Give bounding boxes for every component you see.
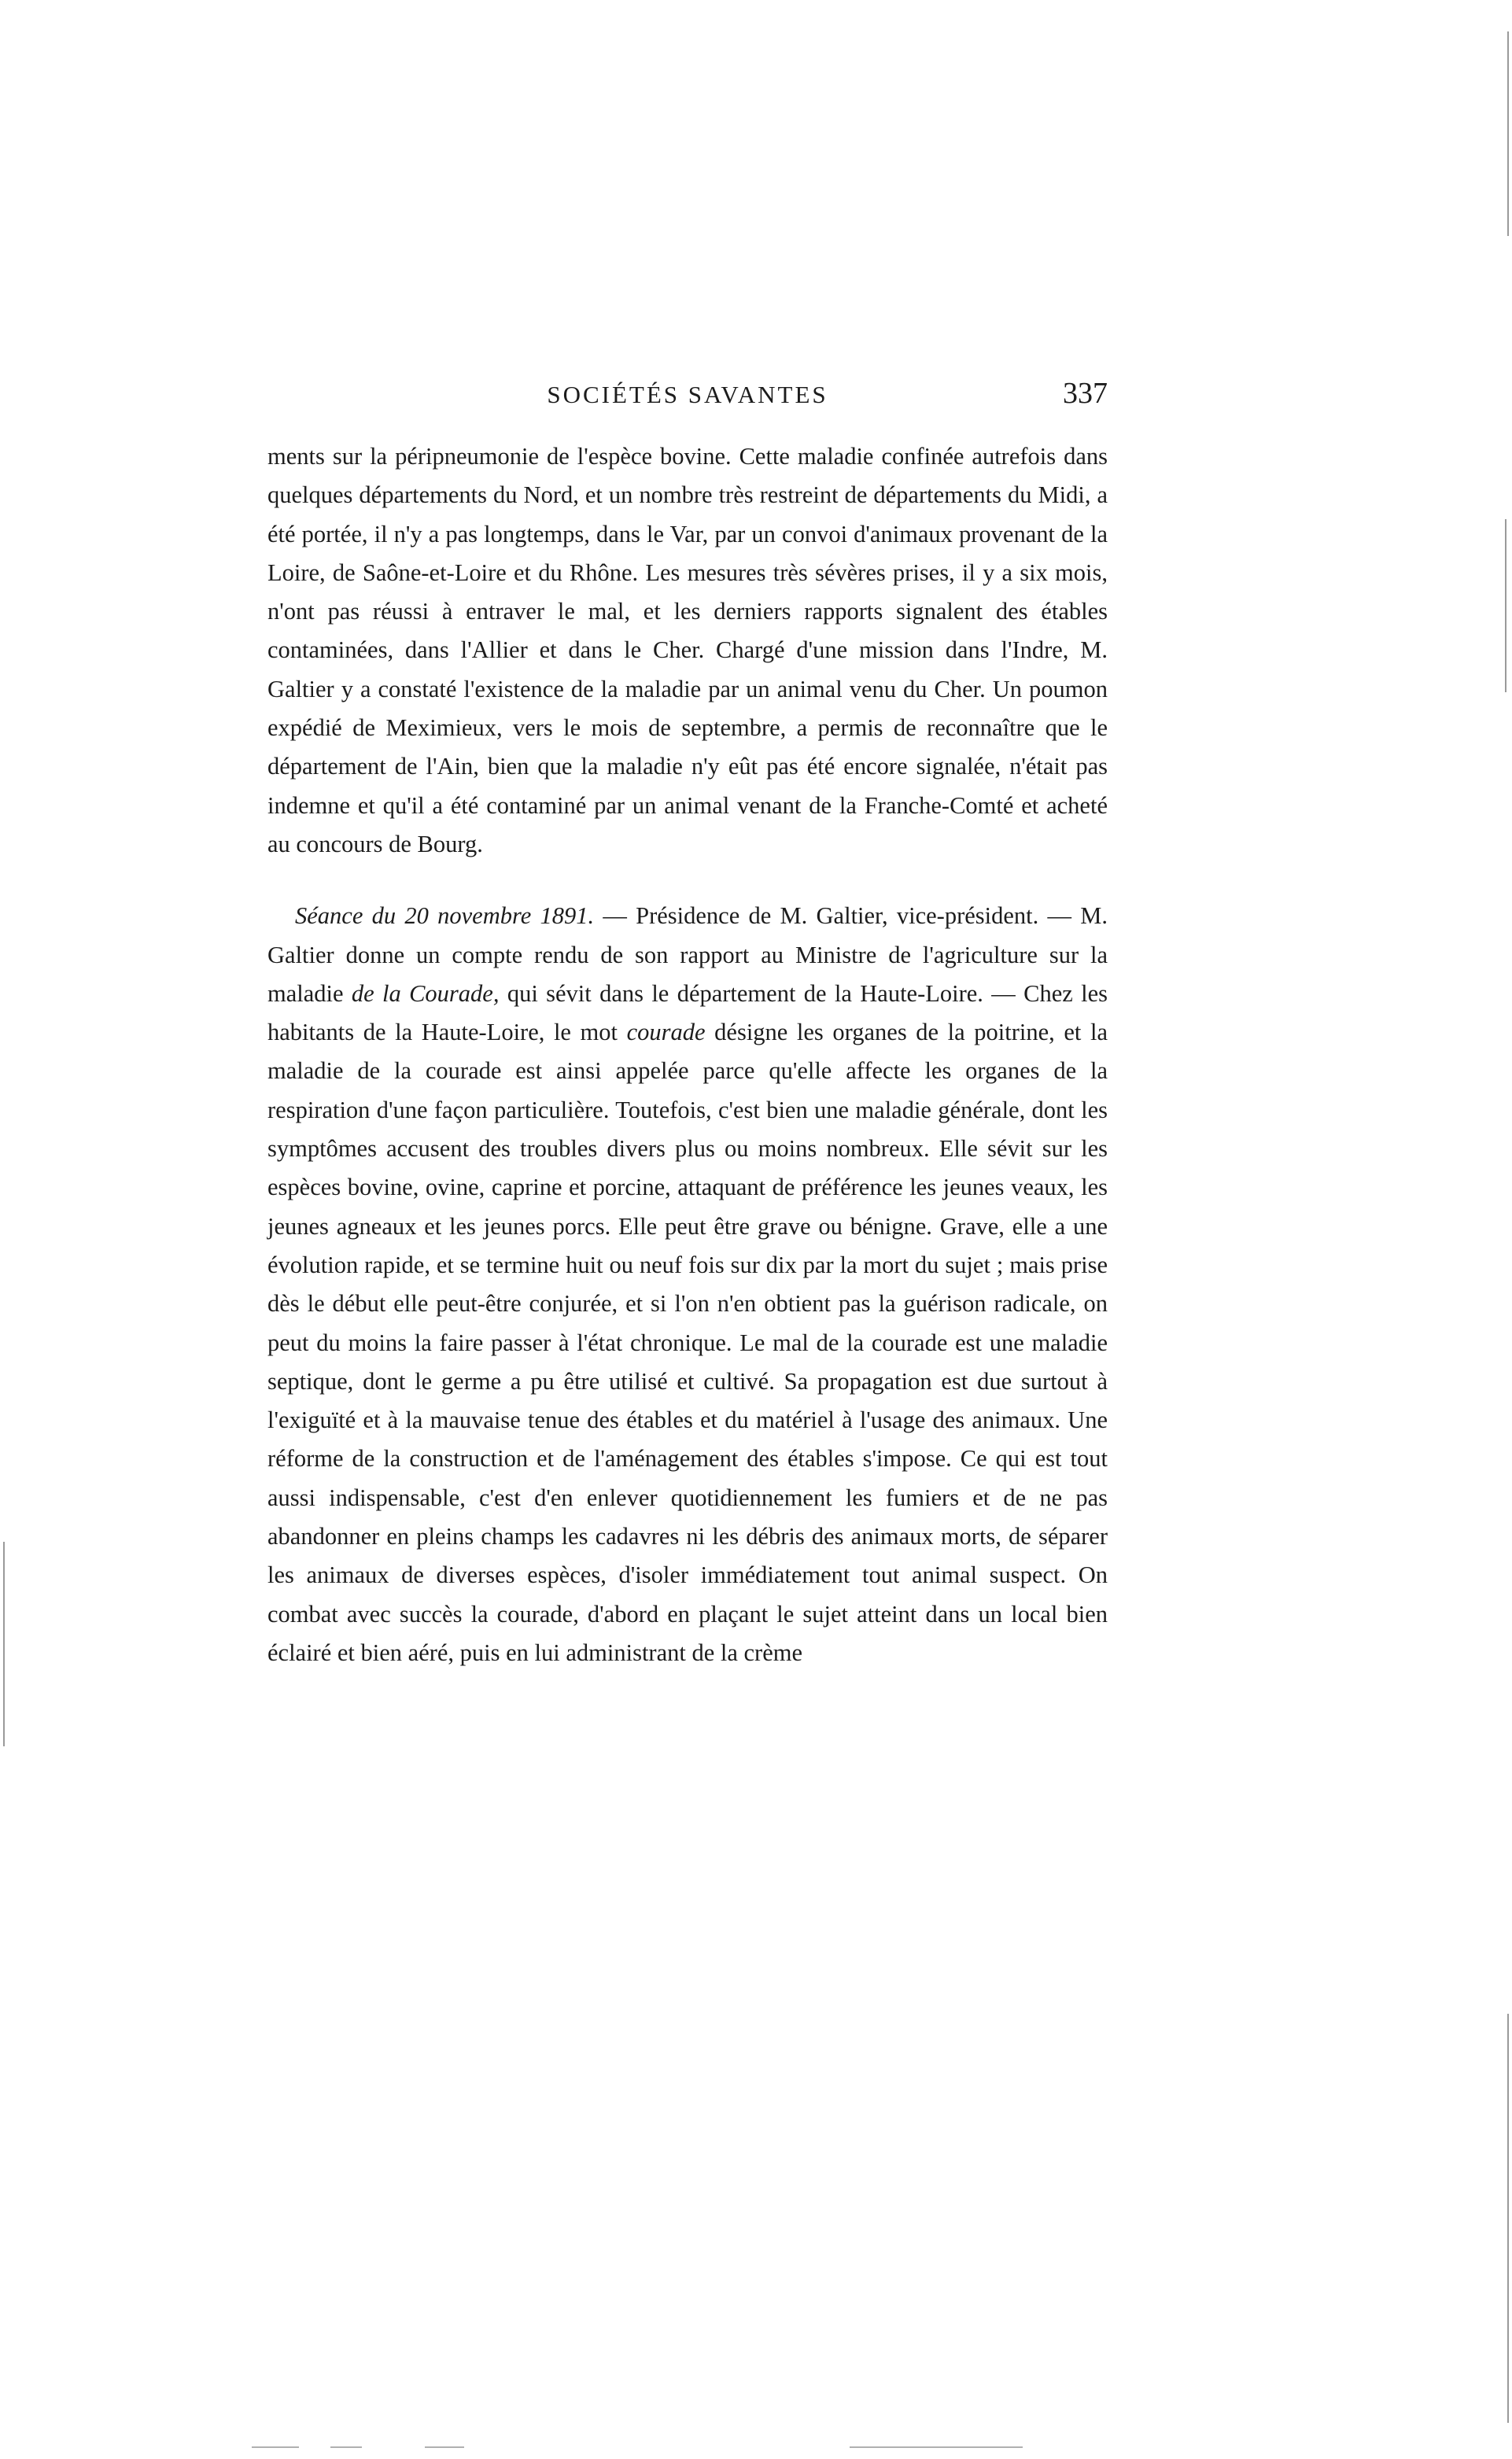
body-text	[267, 437, 1108, 1672]
paragraph-2-text-a: — Présidence de M. Galtier, vice-président. — M. Galtier donne un compte rendu de son rapport au Ministre de l'agriculture sur la maladie	[267, 902, 1108, 1007]
scan-edge-rule-top	[1507, 31, 1509, 236]
running-head	[267, 376, 1108, 423]
paragraph-1: ments sur la péripneumonie de l'espèce bovine. Cette maladie confinée autrefois dans quelques départements du Nord, et un nombre très restreint de départements du Midi, a été portée, il n'y a pas longtemps, dans le Var, par un convoi d'animaux provenant de la Loire, de Saône-et-Loire et du Rhône. Les mesures très sévères prises, il y a six mois, n'ont pas réussi à entraver le mal, et les derniers rapports signalent des étables contaminées, dans l'Allier et dans le Cher. Chargé d'une mission dans l'Indre, M. Galtier y a constaté l'existence de la maladie par un animal venu du Cher. Un poumon expédié de Meximieux, vers le mois de septembre, a permis de reconnaître que le département de l'Ain, bien que la maladie n'y eût pas été encore signalée, n'était pas indemne et qu'il a été contaminé par un animal venant de la Franche-Comté et acheté au concours de Bourg.	[267, 443, 1108, 857]
scan-edge-rule-bottom	[1507, 2014, 1509, 2423]
scan-edge-rule-left	[3, 1542, 5, 1746]
session-date: Séance du 20 novembre 1891.	[295, 902, 595, 930]
scan-footer-mark-3	[425, 2446, 464, 2448]
courade-term: courade	[626, 1019, 706, 1046]
disease-title-term: de la Courade,	[351, 979, 500, 1007]
paragraph-2	[267, 897, 1108, 1672]
running-title: SOCIÉTÉS SAVANTES	[547, 381, 828, 408]
page-number: 337	[1063, 377, 1108, 410]
scan-footer-mark-2	[330, 2446, 362, 2448]
scan-edge-rule-middle	[1505, 519, 1506, 692]
scan-footer-mark-1	[252, 2446, 299, 2448]
scan-footer-mark-4	[850, 2446, 1023, 2448]
paragraph-2-text-b: qui sévit dans le département de la Haute-Loire. — Chez les habitants de la Haute-Loire, le mot	[267, 979, 1108, 1046]
paragraph-2-text-c: désigne les organes de la poitrine, et la maladie de la courade est ainsi appelée parce qu'elle affecte les organes de la respiration d'une façon particulière. Toutefois, c'est bien une maladie générale, dont les symptômes accusent des troubles divers plus ou moins nombreux. Elle sévit sur les espèces bovine, ovine, caprine et porcine, attaquant de préférence les jeunes veaux, les jeunes agneaux et les jeunes porcs. Elle peut être grave ou bénigne. Grave, elle a une évolution rapide, et se termine huit ou neuf fois sur dix par la mort du sujet ; mais prise dès le début elle peut-être conjurée, et si l'on n'en obtient pas la guérison radicale, on peut du moins la faire passer à l'état chronique. Le mal de la courade est une maladie septique, dont le germe a pu être utilisé et cultivé. Sa propagation est due surtout à l'exiguïté et à la mauvaise tenue des étables et du matériel à l'usage des animaux. Une réforme de la construction et de l'aménagement des étables s'impose. Ce qui est tout aussi indispensable, c'est d'en enlever quotidiennement les fumiers et de ne pas abandonner en pleins champs les cadavres ni les débris des animaux morts, de séparer les animaux de diverses espèces, d'isoler immédiatement tout animal suspect. On combat avec succès la courade, d'abord en plaçant le sujet atteint dans un local bien éclairé et bien aéré, puis en lui administrant de la crème	[267, 1019, 1108, 1666]
